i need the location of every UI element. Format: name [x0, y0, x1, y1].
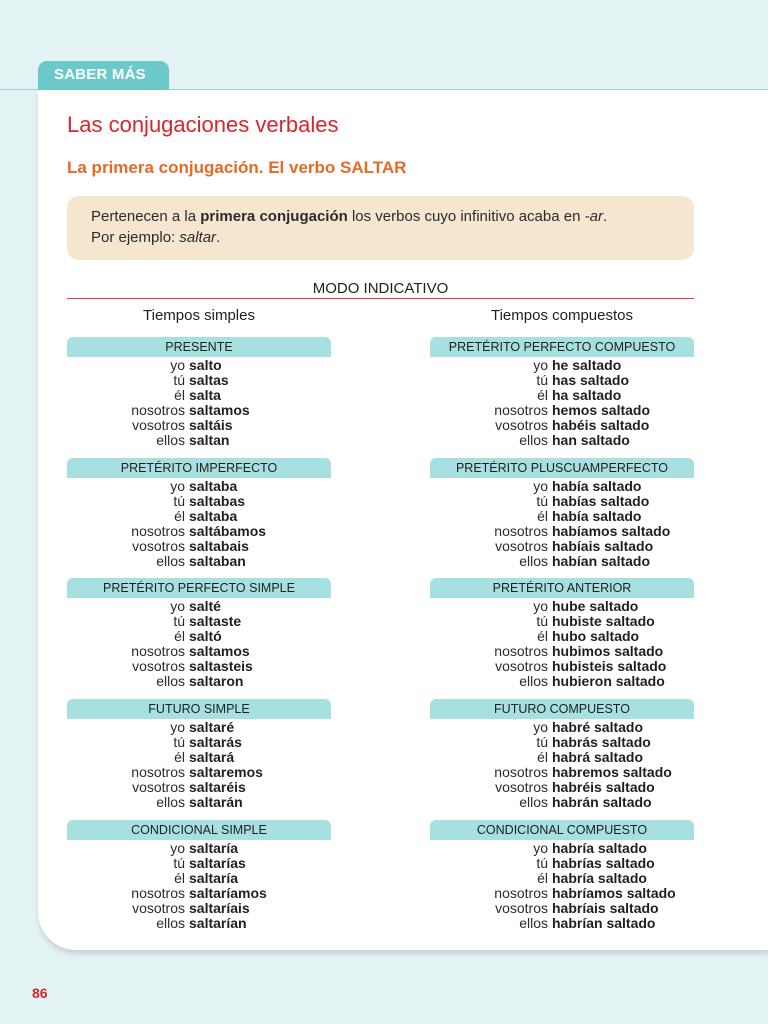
conjugation-row — [67, 916, 331, 931]
conjugation-row — [67, 433, 331, 448]
page-number: 86 — [32, 985, 48, 1001]
conjugation-row — [67, 509, 331, 524]
verb-form: saltamos — [189, 643, 250, 660]
pronoun: tú — [536, 493, 548, 510]
pronoun: nosotros — [131, 764, 185, 781]
note-line-2 — [91, 227, 670, 248]
column-heading-compound: Tiempos compuestos — [490, 307, 633, 324]
column-heading-simple: Tiempos simples — [143, 307, 255, 324]
pronoun: tú — [173, 493, 185, 510]
conjugation-row — [430, 856, 694, 871]
verb-form: saltaríais — [189, 900, 250, 917]
pronoun: nosotros — [131, 523, 185, 540]
pronoun: ellos — [156, 915, 185, 932]
conjugation-row — [430, 358, 694, 373]
tense-block — [430, 578, 694, 690]
verb-form: saltasteis — [189, 658, 253, 675]
conjugation-row — [67, 644, 331, 659]
pronoun: yo — [533, 840, 548, 856]
verb-form: habrían saltado — [552, 915, 656, 932]
conjugation-row — [430, 841, 694, 856]
section-tab: SABER MÁS — [38, 61, 169, 90]
note-suffix: -ar — [584, 208, 603, 225]
tense-block — [430, 458, 694, 570]
pronoun: él — [537, 628, 548, 645]
pronoun: vosotros — [495, 658, 548, 675]
verb-form: saltan — [189, 432, 230, 449]
tense-rows — [67, 840, 331, 932]
note-bold: primera conjugación — [200, 208, 348, 225]
verb-form: habrá saltado — [552, 749, 644, 766]
conjugation-row — [67, 614, 331, 629]
verb-form: saltó — [189, 628, 222, 645]
tense-block — [430, 820, 694, 932]
pronoun: vosotros — [132, 538, 185, 555]
page-subtitle: La primera conjugación. El verbo SALTAR — [67, 158, 407, 177]
pronoun: yo — [533, 719, 548, 735]
conjugation-row — [67, 841, 331, 856]
conjugation-row — [430, 780, 694, 795]
conjugation-row — [430, 494, 694, 509]
verb-form: saltábamos — [189, 523, 267, 540]
verb-form: habrán saltado — [552, 794, 652, 811]
pronoun: tú — [173, 613, 185, 630]
verb-form: ha saltado — [552, 387, 622, 404]
conjugation-row — [430, 750, 694, 765]
conjugation-row — [430, 629, 694, 644]
pronoun: él — [174, 508, 185, 525]
pronoun: ellos — [156, 432, 185, 449]
note-example: saltar — [179, 229, 217, 246]
tense-block — [430, 337, 694, 449]
pronoun: tú — [173, 734, 185, 751]
tense-block — [430, 699, 694, 811]
verb-form: habíamos saltado — [552, 523, 671, 540]
verb-form: habréis saltado — [552, 779, 655, 796]
note-line-1 — [91, 206, 670, 227]
verb-form: saltaréis — [189, 779, 246, 796]
verb-form: habíais saltado — [552, 538, 654, 555]
conjugation-row — [430, 539, 694, 554]
conjugation-row — [67, 674, 331, 689]
verb-form: hubimos saltado — [552, 643, 664, 660]
verb-form: hube saltado — [552, 598, 639, 614]
pronoun: nosotros — [494, 885, 548, 902]
tense-name: FUTURO SIMPLE — [67, 699, 331, 719]
pronoun: nosotros — [494, 764, 548, 781]
verb-form: saltarían — [189, 915, 247, 932]
verb-form: saltará — [189, 749, 235, 766]
verb-form: habría saltado — [552, 870, 647, 887]
pronoun: nosotros — [494, 402, 548, 419]
pronoun: tú — [173, 372, 185, 389]
verb-form: habríamos saltado — [552, 885, 676, 902]
conjugation-row — [67, 494, 331, 509]
conjugation-row — [67, 856, 331, 871]
tense-rows — [67, 598, 331, 690]
tense-name: PRETÉRITO IMPERFECTO — [67, 458, 331, 478]
verb-form: saltaban — [189, 553, 246, 570]
tense-rows — [430, 357, 694, 449]
conjugation-row — [430, 735, 694, 750]
pronoun: vosotros — [495, 417, 548, 434]
verb-form: saltaste — [189, 613, 242, 630]
conjugation-row — [430, 871, 694, 886]
verb-form: habría saltado — [552, 840, 647, 856]
pronoun: él — [174, 749, 185, 766]
pronoun: ellos — [156, 553, 185, 570]
pronoun: ellos — [156, 673, 185, 690]
pronoun: ellos — [519, 553, 548, 570]
pronoun: tú — [536, 855, 548, 872]
pronoun: vosotros — [132, 658, 185, 675]
tense-rows — [430, 478, 694, 570]
verb-form: saltabais — [189, 538, 249, 555]
pronoun: él — [174, 870, 185, 887]
verb-form: hubiste saltado — [552, 613, 655, 630]
verb-form: salto — [189, 357, 222, 373]
conjugation-row — [430, 659, 694, 674]
tense-name: PRETÉRITO PERFECTO SIMPLE — [67, 578, 331, 598]
pronoun: tú — [536, 372, 548, 389]
pronoun: tú — [536, 734, 548, 751]
conjugation-row — [67, 539, 331, 554]
verb-form: saltarías — [189, 855, 246, 872]
pronoun: nosotros — [494, 523, 548, 540]
verb-form: habían saltado — [552, 553, 651, 570]
conjugation-row — [67, 388, 331, 403]
verb-form: saltaron — [189, 673, 244, 690]
mode-title: MODO INDICATIVO — [312, 280, 449, 297]
verb-form: saltaría — [189, 840, 239, 856]
page-title: Las conjugaciones verbales — [67, 112, 339, 137]
pronoun: ellos — [519, 673, 548, 690]
conjugation-row — [430, 644, 694, 659]
verb-form: había saltado — [552, 508, 642, 525]
verb-form: habré saltado — [552, 719, 644, 735]
conjugation-row — [430, 554, 694, 569]
verb-form: habremos saltado — [552, 764, 672, 781]
pronoun: él — [537, 870, 548, 887]
verb-form: habríais saltado — [552, 900, 659, 917]
verb-form: saltabas — [189, 493, 246, 510]
pronoun: vosotros — [495, 779, 548, 796]
pronoun: él — [537, 508, 548, 525]
verb-form: había saltado — [552, 478, 642, 494]
pronoun: vosotros — [132, 417, 185, 434]
verb-form: saltaré — [189, 719, 235, 735]
pronoun: él — [174, 628, 185, 645]
tense-rows — [430, 840, 694, 932]
verb-form: saltarás — [189, 734, 242, 751]
conjugation-row — [67, 479, 331, 494]
conjugation-row — [430, 674, 694, 689]
verb-form: has saltado — [552, 372, 630, 389]
pronoun: él — [174, 387, 185, 404]
conjugation-row — [430, 916, 694, 931]
conjugation-row — [430, 614, 694, 629]
conjugation-row — [430, 479, 694, 494]
tense-name: PRETÉRITO PLUSCUAMPERFECTO — [430, 458, 694, 478]
tense-name: CONDICIONAL SIMPLE — [67, 820, 331, 840]
conjugation-row — [430, 373, 694, 388]
pronoun: vosotros — [495, 900, 548, 917]
pronoun: yo — [170, 840, 185, 856]
conjugation-row — [67, 554, 331, 569]
conjugation-row — [67, 780, 331, 795]
conjugation-row — [67, 871, 331, 886]
conjugation-row — [430, 795, 694, 810]
tense-block — [67, 699, 331, 811]
tense-block — [67, 337, 331, 449]
verb-form: habrías saltado — [552, 855, 655, 872]
conjugation-row — [430, 509, 694, 524]
pronoun: ellos — [519, 794, 548, 811]
tense-rows — [67, 478, 331, 570]
conjugation-row — [430, 418, 694, 433]
verb-form: saltáis — [189, 417, 233, 434]
pronoun: ellos — [519, 432, 548, 449]
verb-form: saltas — [189, 372, 229, 389]
note-text: . — [602, 208, 608, 225]
conjugation-row — [67, 373, 331, 388]
verb-form: saltamos — [189, 402, 250, 419]
conjugation-row — [430, 524, 694, 539]
verb-form: hubisteis saltado — [552, 658, 667, 675]
verb-form: hubo saltado — [552, 628, 640, 645]
verb-form: saltaría — [189, 870, 239, 887]
conjugation-row — [67, 524, 331, 539]
conjugation-row — [67, 765, 331, 780]
info-note — [67, 196, 694, 260]
conjugation-row — [67, 358, 331, 373]
conjugation-row — [67, 403, 331, 418]
verb-form: saltarán — [189, 794, 243, 811]
tense-name: PRESENTE — [67, 337, 331, 357]
verb-form: saltaríamos — [189, 885, 267, 902]
tense-rows — [67, 357, 331, 449]
verb-form: habéis saltado — [552, 417, 650, 434]
verb-form: saltaba — [189, 508, 238, 525]
pronoun: él — [537, 749, 548, 766]
conjugation-row — [67, 795, 331, 810]
pronoun: él — [537, 387, 548, 404]
tense-name: PRETÉRITO PERFECTO COMPUESTO — [430, 337, 694, 357]
pronoun: yo — [170, 357, 185, 373]
tense-name: CONDICIONAL COMPUESTO — [430, 820, 694, 840]
verb-form: salté — [189, 598, 221, 614]
pronoun: nosotros — [131, 643, 185, 660]
pronoun: tú — [173, 855, 185, 872]
conjugation-row — [67, 750, 331, 765]
pronoun: ellos — [519, 915, 548, 932]
conjugation-row — [67, 901, 331, 916]
conjugation-row — [430, 388, 694, 403]
conjugation-row — [67, 735, 331, 750]
tense-rows — [430, 719, 694, 811]
conjugation-row — [67, 599, 331, 614]
pronoun: nosotros — [494, 643, 548, 660]
tense-block — [67, 458, 331, 570]
pronoun: vosotros — [132, 779, 185, 796]
pronoun: yo — [170, 478, 185, 494]
conjugation-row — [67, 418, 331, 433]
verb-form: hubieron saltado — [552, 673, 665, 690]
tense-block — [67, 578, 331, 690]
conjugation-row — [67, 886, 331, 901]
conjugation-row — [430, 886, 694, 901]
note-text: Por ejemplo: — [91, 229, 180, 246]
pronoun: yo — [533, 598, 548, 614]
verb-form: he saltado — [552, 357, 622, 373]
verb-form: habrás saltado — [552, 734, 651, 751]
conjugation-row — [67, 629, 331, 644]
verb-form: han saltado — [552, 432, 630, 449]
verb-form: habías saltado — [552, 493, 650, 510]
verb-form: hemos saltado — [552, 402, 651, 419]
verb-form: saltaremos — [189, 764, 263, 781]
tense-block — [67, 820, 331, 932]
conjugation-row — [430, 403, 694, 418]
conjugation-row — [67, 720, 331, 735]
pronoun: vosotros — [132, 900, 185, 917]
pronoun: yo — [533, 478, 548, 494]
pronoun: yo — [170, 719, 185, 735]
conjugation-row — [430, 901, 694, 916]
tense-name: FUTURO COMPUESTO — [430, 699, 694, 719]
verb-form: salta — [189, 387, 221, 404]
verb-form: saltaba — [189, 478, 238, 494]
conjugation-row — [430, 599, 694, 614]
pronoun: vosotros — [495, 538, 548, 555]
pronoun: nosotros — [131, 402, 185, 419]
pronoun: yo — [170, 598, 185, 614]
mode-divider — [67, 298, 694, 299]
pronoun: ellos — [156, 794, 185, 811]
conjugation-row — [67, 659, 331, 674]
pronoun: yo — [533, 357, 548, 373]
tense-name: PRETÉRITO ANTERIOR — [430, 578, 694, 598]
conjugation-row — [430, 720, 694, 735]
note-text: los verbos cuyo infinitivo acaba en — [347, 208, 585, 225]
note-text: . — [216, 229, 221, 246]
tense-rows — [430, 598, 694, 690]
pronoun: tú — [536, 613, 548, 630]
conjugation-row — [430, 433, 694, 448]
tense-rows — [67, 719, 331, 811]
pronoun: nosotros — [131, 885, 185, 902]
conjugation-row — [430, 765, 694, 780]
note-text: Pertenecen a la — [91, 208, 201, 225]
